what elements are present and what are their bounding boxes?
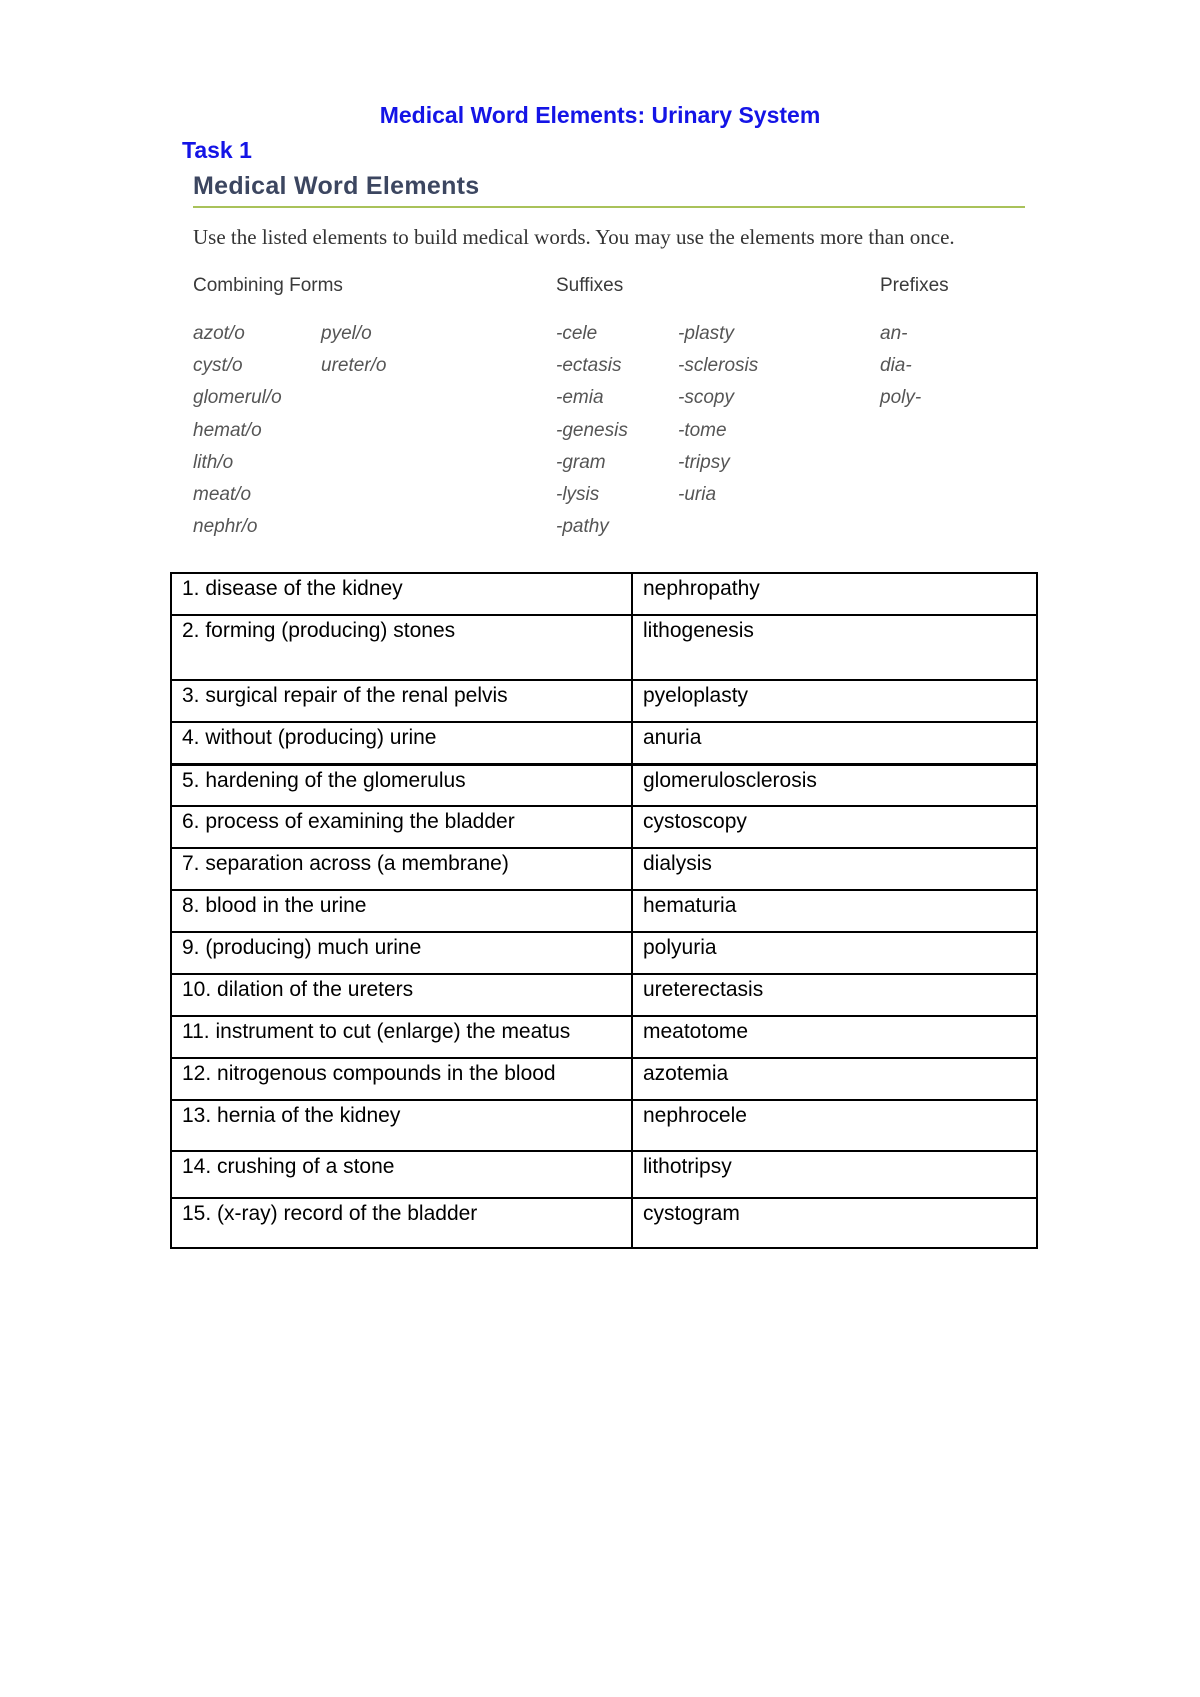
list-item: -cele bbox=[556, 323, 598, 344]
answer-cell: cystogram bbox=[632, 1198, 1037, 1248]
answer-cell: lithogenesis bbox=[632, 615, 1037, 680]
table-row bbox=[171, 848, 1037, 890]
definition-cell: 15. (x-ray) record of the bladder bbox=[171, 1198, 632, 1248]
combining-forms-list-2 bbox=[321, 318, 386, 382]
definition-cell: 14. crushing of a stone bbox=[171, 1151, 632, 1198]
list-item: an- bbox=[880, 323, 908, 344]
definition-cell: 2. forming (producing) stones bbox=[171, 615, 632, 680]
table-row bbox=[171, 680, 1037, 722]
table-row bbox=[171, 764, 1037, 806]
prefixes-list bbox=[880, 318, 921, 415]
table-row bbox=[171, 1100, 1037, 1151]
instructions-text: Use the listed elements to build medical words. You may use the elements more than once. bbox=[193, 225, 955, 249]
list-item: glomerul/o bbox=[193, 387, 282, 409]
table-row bbox=[171, 615, 1037, 680]
answer-cell: cystoscopy bbox=[632, 806, 1037, 848]
task-label: Task 1 bbox=[182, 137, 252, 163]
section-heading: Medical Word Elements bbox=[193, 172, 480, 200]
definition-cell: 13. hernia of the kidney bbox=[171, 1100, 632, 1151]
definition-cell: 3. surgical repair of the renal pelvis bbox=[171, 680, 632, 722]
definition-cell: 8. blood in the urine bbox=[171, 890, 632, 932]
table-row bbox=[171, 932, 1037, 974]
list-item: -ectasis bbox=[556, 355, 622, 377]
answer-cell: pyeloplasty bbox=[632, 680, 1037, 722]
table-row bbox=[171, 722, 1037, 764]
page-title: Medical Word Elements: Urinary System bbox=[379, 102, 821, 128]
table-row bbox=[171, 974, 1037, 1016]
list-item: poly- bbox=[880, 387, 922, 409]
answer-cell: meatotome bbox=[632, 1016, 1037, 1058]
table-row bbox=[171, 1151, 1037, 1198]
list-item: ureter/o bbox=[321, 355, 387, 377]
table-row bbox=[171, 1058, 1037, 1100]
combining-forms-header: Combining Forms bbox=[193, 275, 343, 296]
answer-cell: anuria bbox=[632, 722, 1037, 764]
answer-cell: azotemia bbox=[632, 1058, 1037, 1100]
list-item: -uria bbox=[678, 483, 717, 505]
definition-cell: 5. hardening of the glomerulus bbox=[171, 764, 632, 806]
answer-cell: hematuria bbox=[632, 890, 1037, 932]
answer-cell: nephropathy bbox=[632, 573, 1037, 615]
list-item: meat/o bbox=[193, 483, 252, 505]
list-item: -tome bbox=[678, 419, 727, 441]
answer-cell: glomerulosclerosis bbox=[632, 764, 1037, 806]
prefixes-header: Prefixes bbox=[880, 275, 949, 296]
list-item: -emia bbox=[556, 387, 604, 409]
list-item: -plasty bbox=[678, 323, 734, 344]
definition-cell: 10. dilation of the ureters bbox=[171, 974, 632, 1016]
combining-forms-list-1 bbox=[193, 318, 282, 543]
definition-cell: 4. without (producing) urine bbox=[171, 722, 632, 764]
list-item: -genesis bbox=[556, 419, 628, 441]
suffixes-list-1 bbox=[556, 318, 628, 543]
definition-cell: 9. (producing) much urine bbox=[171, 932, 632, 974]
definition-cell: 6. process of examining the bladder bbox=[171, 806, 632, 848]
list-item: -gram bbox=[556, 451, 606, 473]
list-item: -scopy bbox=[678, 387, 734, 409]
list-item: -sclerosis bbox=[678, 355, 759, 377]
list-item: -lysis bbox=[556, 483, 600, 505]
list-item: azot/o bbox=[193, 323, 245, 344]
heading-divider bbox=[193, 206, 1025, 208]
answer-cell: nephrocele bbox=[632, 1100, 1037, 1151]
table-row bbox=[171, 1198, 1037, 1248]
definition-cell: 12. nitrogenous compounds in the blood bbox=[171, 1058, 632, 1100]
definition-cell: 1. disease of the kidney bbox=[171, 573, 632, 615]
list-item: dia- bbox=[880, 355, 912, 377]
definition-cell: 11. instrument to cut (enlarge) the meatus bbox=[171, 1016, 632, 1058]
list-item: cyst/o bbox=[193, 355, 243, 377]
answer-cell: ureterectasis bbox=[632, 974, 1037, 1016]
table-row bbox=[171, 806, 1037, 848]
list-item: -tripsy bbox=[678, 451, 730, 473]
answer-cell: polyuria bbox=[632, 932, 1037, 974]
list-item: lith/o bbox=[193, 451, 234, 473]
answer-cell: dialysis bbox=[632, 848, 1037, 890]
definition-cell: 7. separation across (a membrane) bbox=[171, 848, 632, 890]
list-item: hemat/o bbox=[193, 419, 262, 441]
suffixes-header: Suffixes bbox=[556, 275, 624, 296]
table-row bbox=[171, 573, 1037, 615]
answers-table bbox=[170, 572, 1038, 1249]
table-row bbox=[171, 890, 1037, 932]
list-item: pyel/o bbox=[321, 323, 372, 344]
suffixes-list-2 bbox=[678, 318, 758, 511]
table-row bbox=[171, 1016, 1037, 1058]
list-item: nephr/o bbox=[193, 516, 258, 538]
answer-cell: lithotripsy bbox=[632, 1151, 1037, 1198]
list-item: -pathy bbox=[556, 516, 609, 538]
